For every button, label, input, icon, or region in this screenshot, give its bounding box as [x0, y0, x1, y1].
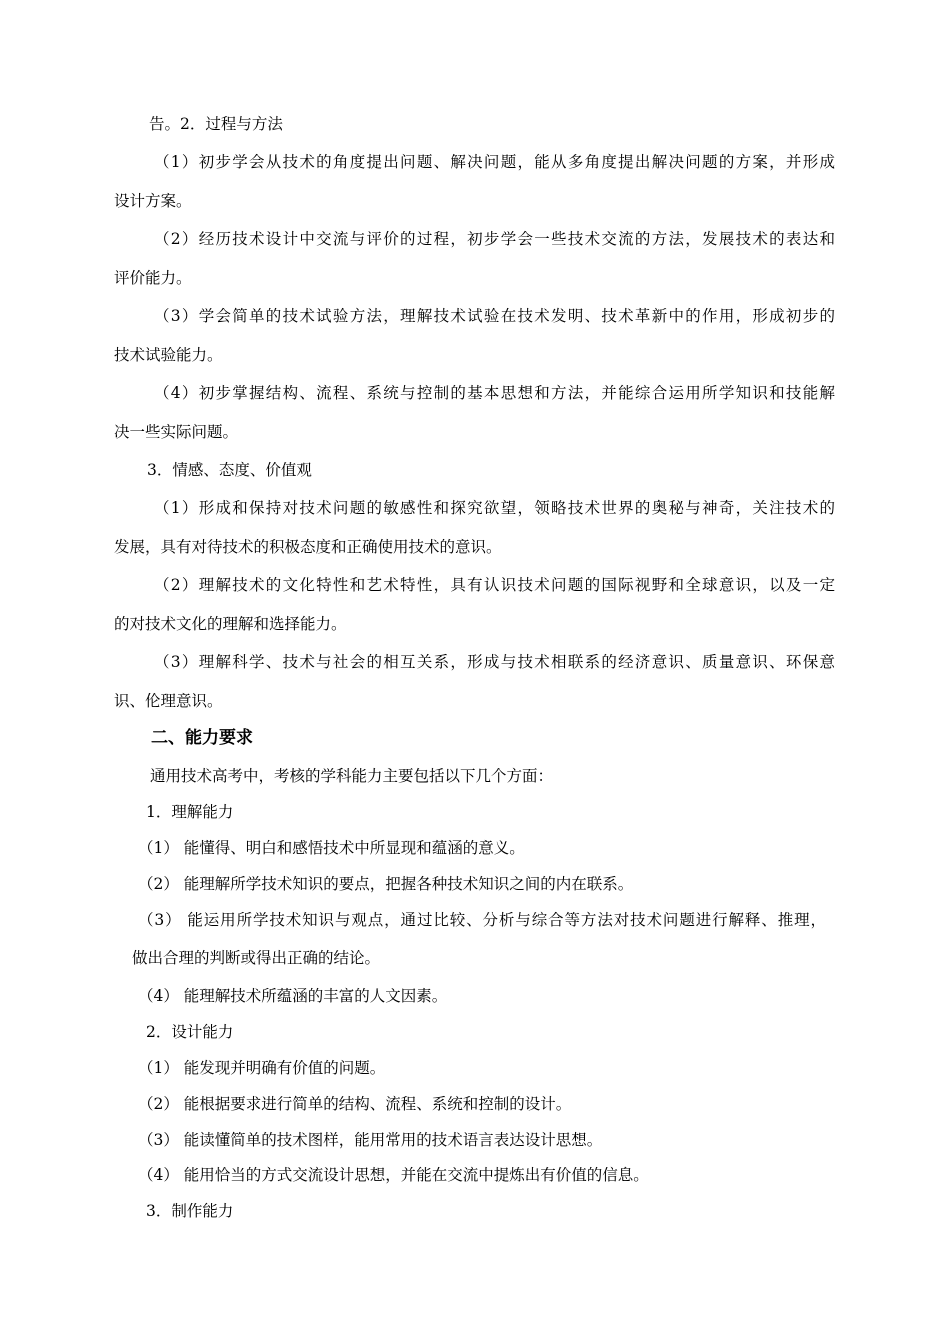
paragraph-line: （3）理解科学、技术与社会的相互关系，形成与技术相联系的经济意识、质量意识、环保意 — [154, 653, 835, 671]
list-item: （4） 能理解技术所蕴涵的丰富的人文因素。 — [138, 987, 448, 1005]
paragraph-line: 技术试验能力。 — [114, 346, 223, 364]
paragraph-line: 发展，具有对待技术的积极态度和正确使用技术的意识。 — [114, 538, 502, 556]
paragraph-line: 的对技术文化的理解和选择能力。 — [114, 615, 347, 633]
subheading-line: 1．理解能力 — [146, 803, 234, 821]
text-line: 告。2．过程与方法 — [149, 115, 283, 133]
paragraph-line: （1）形成和保持对技术问题的敏感性和探究欲望，领略技术世界的奥秘与神奇，关注技术的 — [154, 499, 835, 517]
list-item-continuation: 做出合理的判断或得出正确的结论。 — [132, 949, 381, 967]
subheading-line: 2．设计能力 — [146, 1023, 234, 1041]
paragraph-line: 决一些实际问题。 — [114, 423, 239, 441]
paragraph-line: 设计方案。 — [114, 192, 192, 210]
list-item: （2） 能根据要求进行简单的结构、流程、系统和控制的设计。 — [138, 1095, 572, 1113]
section-heading: 二、能力要求 — [151, 728, 253, 748]
text-line: 通用技术高考中，考核的学科能力主要包括以下几个方面： — [150, 767, 554, 785]
paragraph-line: 识、伦理意识。 — [114, 692, 223, 710]
list-item: （3） 能读懂简单的技术图样，能用常用的技术语言表达设计思想。 — [138, 1131, 603, 1149]
subheading-line: 3．制作能力 — [146, 1202, 234, 1220]
paragraph-line: （2）理解技术的文化特性和艺术特性，具有认识技术问题的国际视野和全球意识，以及一定 — [154, 576, 835, 594]
paragraph-line: 评价能力。 — [114, 269, 192, 287]
list-item: （1） 能懂得、明白和感悟技术中所显现和蕴涵的意义。 — [138, 839, 525, 857]
list-item: （4） 能用恰当的方式交流设计思想，并能在交流中提炼出有价值的信息。 — [138, 1166, 649, 1184]
paragraph-line: （3）学会简单的技术试验方法，理解技术试验在技术发明、技术革新中的作用，形成初步的 — [154, 307, 835, 325]
list-item: （3） 能运用所学技术知识与观点，通过比较、分析与综合等方法对技术问题进行解释、推理， — [138, 911, 826, 929]
list-item: （1） 能发现并明确有价值的问题。 — [138, 1059, 386, 1077]
paragraph-line: （1）初步学会从技术的角度提出问题、解决问题，能从多角度提出解决问题的方案，并形成 — [154, 153, 835, 171]
list-item: （2） 能理解所学技术知识的要点，把握各种技术知识之间的内在联系。 — [138, 875, 634, 893]
subheading-line: 3．情感、态度、价值观 — [147, 461, 312, 479]
paragraph-line: （4）初步掌握结构、流程、系统与控制的基本思想和方法，并能综合运用所学知识和技能解 — [154, 384, 835, 402]
paragraph-line: （2）经历技术设计中交流与评价的过程，初步学会一些技术交流的方法，发展技术的表达和 — [154, 230, 835, 248]
